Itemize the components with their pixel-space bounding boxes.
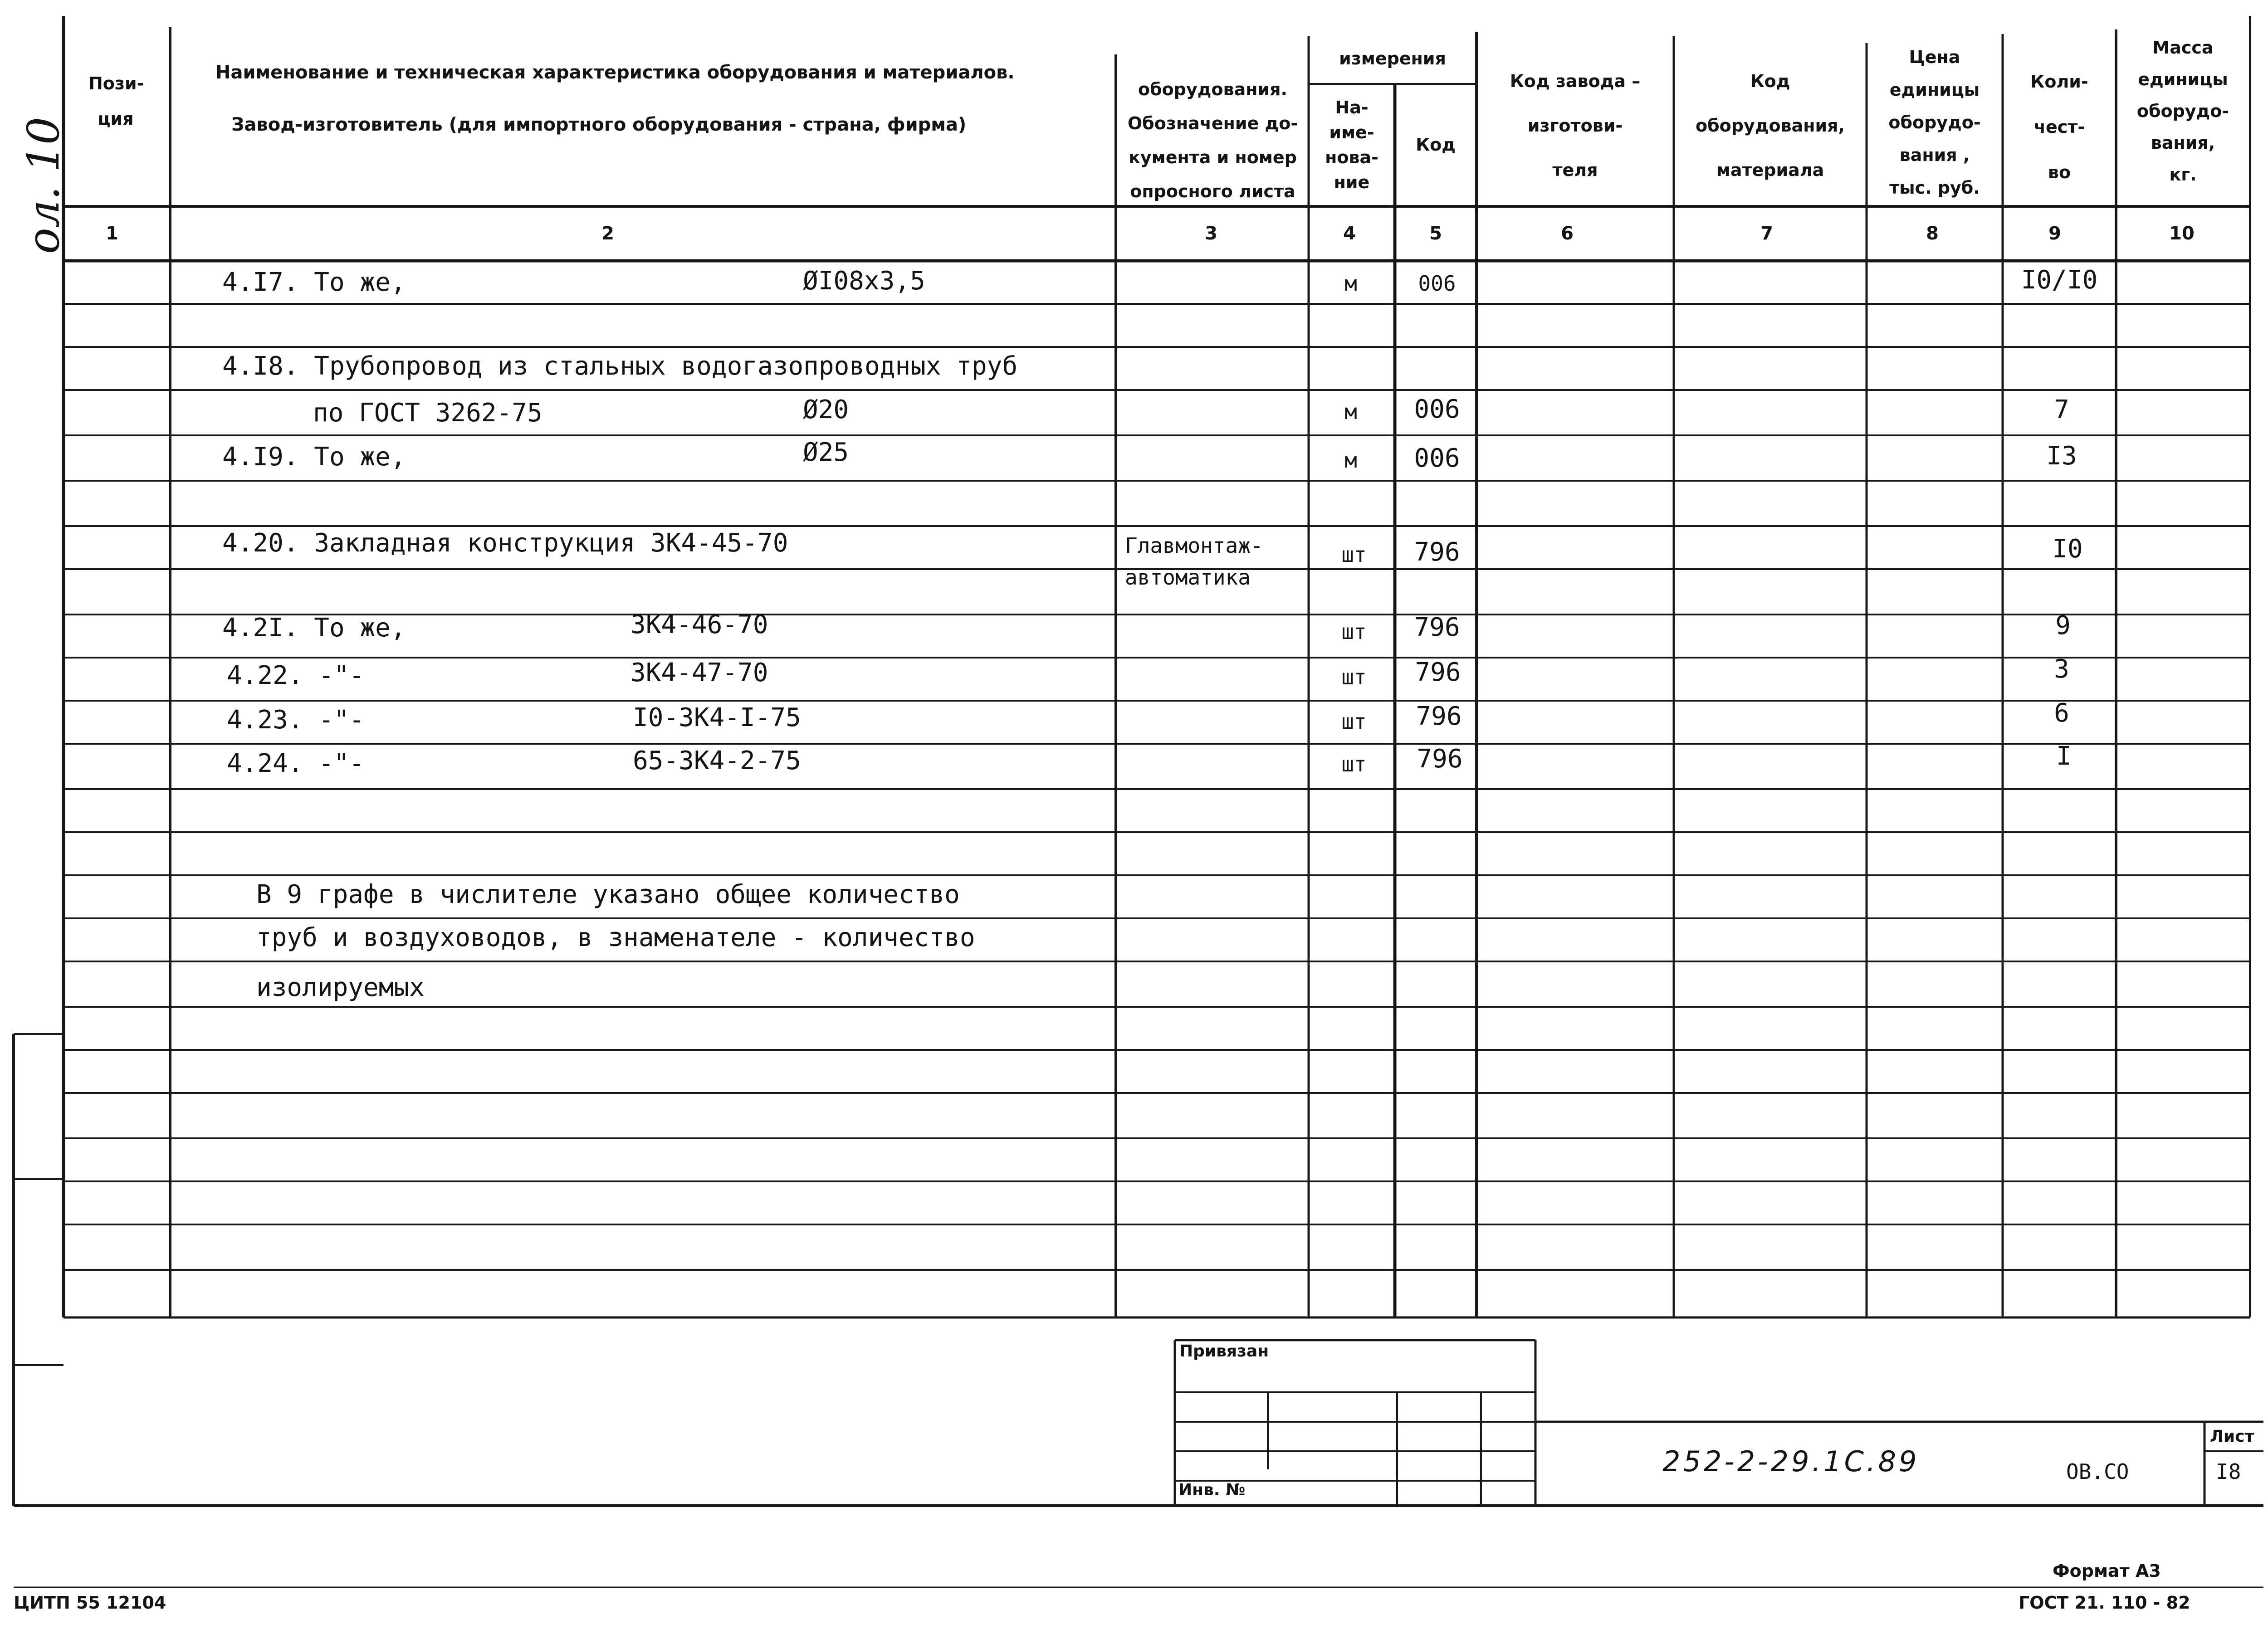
row-4-19-name: 4.I9. То же, bbox=[222, 442, 406, 472]
header-col4-line: ние bbox=[1334, 172, 1370, 192]
header-col6 bbox=[1476, 59, 1674, 192]
row-4-17-name: 4.I7. То же, bbox=[222, 268, 406, 297]
header-col10-line: вания, bbox=[2151, 133, 2215, 153]
footer-format: Формат А3 bbox=[2053, 1561, 2161, 1581]
row-4-17-qty: I0/I0 bbox=[2021, 265, 2098, 295]
header-col1-line: Пози- bbox=[88, 73, 144, 93]
row-4-22-spec: ЗК4-47-70 bbox=[631, 658, 768, 688]
column-number-9: 9 bbox=[2048, 223, 2061, 244]
row-4-22-code: 796 bbox=[1415, 658, 1461, 687]
row-4-18b-unit: м bbox=[1344, 400, 1357, 424]
header-col3-line: кумента и номер bbox=[1129, 147, 1297, 167]
header-col7-line: Код bbox=[1750, 71, 1790, 91]
header-col10 bbox=[2116, 32, 2250, 190]
column-number-10: 10 bbox=[2169, 223, 2195, 244]
header-col6-line: изготови- bbox=[1527, 116, 1623, 136]
header-col3 bbox=[1117, 73, 1309, 209]
row-4-19-spec: Ø25 bbox=[803, 438, 849, 467]
header-col5: Код bbox=[1416, 135, 1456, 155]
row-4-24-qty: I bbox=[2056, 741, 2072, 771]
row-4-17-unit: м bbox=[1344, 271, 1357, 296]
row-4-21-code: 796 bbox=[1414, 613, 1460, 642]
row-4-19-qty: I3 bbox=[2046, 441, 2077, 471]
note-line-2: труб и воздуховодов, в знаменателе - количество bbox=[256, 923, 975, 952]
row-4-20-qty: I0 bbox=[2052, 534, 2083, 564]
row-4-24-name: 4.24. -"- bbox=[227, 749, 365, 778]
note-line-3: изолируемых bbox=[256, 973, 425, 1002]
stamp-inv-label: Инв. № bbox=[1178, 1481, 1246, 1499]
footer-left: ЦИТП 55 12104 bbox=[14, 1593, 166, 1613]
row-4-21-name: 4.2I. То же, bbox=[222, 613, 406, 643]
document-code: 252-2-29.1С.89 bbox=[1662, 1445, 1920, 1478]
row-4-23-name: 4.23. -"- bbox=[227, 705, 365, 735]
column-number-2: 2 bbox=[601, 223, 614, 244]
header-col3-line: оборудования. bbox=[1138, 79, 1287, 99]
row-4-21-spec: ЗК4-46-70 bbox=[631, 610, 768, 639]
header-col8-line: вания , bbox=[1899, 145, 1970, 165]
row-4-18b-code: 006 bbox=[1414, 395, 1460, 424]
header-col10-line: оборудо- bbox=[2136, 101, 2229, 121]
row-4-20-maker-1: Главмонтаж- bbox=[1125, 533, 1263, 558]
row-4-18b-name: по ГОСТ 3262-75 bbox=[313, 398, 543, 428]
document-mark: ОВ.СО bbox=[2066, 1459, 2129, 1484]
row-4-21-unit: шт bbox=[1341, 619, 1367, 644]
column-number-3: 3 bbox=[1205, 223, 1217, 244]
row-4-19-unit: м bbox=[1344, 448, 1357, 473]
header-col9-line: во bbox=[2048, 162, 2071, 182]
header-col9-line: Коли- bbox=[2030, 72, 2088, 92]
header-col8-line: Цена bbox=[1909, 47, 1960, 67]
header-col2-line2: Завод-изготовитель (для импортного оборудования - страна, фирма) bbox=[231, 114, 967, 135]
header-col7-line: материала bbox=[1716, 160, 1824, 180]
row-4-20-unit: шт bbox=[1341, 542, 1367, 567]
header-col10-line: Масса bbox=[2152, 38, 2214, 58]
column-number-5: 5 bbox=[1429, 223, 1442, 244]
sheet-label: Лист bbox=[2210, 1427, 2254, 1446]
header-col9 bbox=[2003, 59, 2116, 195]
row-4-18b-spec: Ø20 bbox=[803, 395, 849, 424]
row-4-24-code: 796 bbox=[1417, 744, 1463, 774]
row-4-20-maker-2: автоматика bbox=[1125, 565, 1251, 590]
header-col8 bbox=[1867, 41, 2003, 204]
row-4-22-unit: шт bbox=[1341, 665, 1367, 689]
row-4-17-spec: ØI08x3,5 bbox=[803, 266, 925, 296]
side-reference: ол. 10 bbox=[18, 117, 69, 254]
header-col6-line: Код завода – bbox=[1510, 71, 1641, 91]
header-col10-line: кг. bbox=[2169, 165, 2197, 185]
header-col7-line: оборудования, bbox=[1696, 116, 1845, 136]
row-4-20-code: 796 bbox=[1414, 537, 1460, 567]
column-number-6: 6 bbox=[1561, 223, 1574, 244]
header-col10-line: единицы bbox=[2138, 69, 2228, 89]
header-col6-line: теля bbox=[1552, 160, 1598, 180]
stamp-bound-label: Привязан bbox=[1179, 1342, 1269, 1361]
header-col7 bbox=[1674, 59, 1867, 192]
row-4-17-code: 006 bbox=[1418, 271, 1456, 296]
header-col4-line: име- bbox=[1329, 122, 1374, 142]
row-4-19-code: 006 bbox=[1414, 444, 1460, 473]
column-number-7: 7 bbox=[1760, 223, 1773, 244]
column-number-4: 4 bbox=[1343, 223, 1356, 244]
row-4-20-name: 4.20. Закладная конструкция ЗК4-45-70 bbox=[222, 528, 788, 558]
header-col2-line1: Наименование и техническая характеристика оборудования и материалов. bbox=[215, 62, 1015, 83]
header-col8-line: единицы bbox=[1889, 80, 1980, 100]
footer-gost: ГОСТ 21. 110 - 82 bbox=[2019, 1593, 2190, 1613]
row-4-21-qty: 9 bbox=[2055, 611, 2071, 640]
row-4-23-spec: I0-ЗК4-I-75 bbox=[633, 703, 801, 732]
note-line-1: В 9 графе в числителе указано общее количество bbox=[256, 880, 960, 909]
header-col4-line: На- bbox=[1335, 98, 1369, 117]
row-4-23-qty: 6 bbox=[2054, 698, 2069, 728]
header-col4-line: нова- bbox=[1325, 147, 1378, 167]
header-col3-line: Обозначение до- bbox=[1127, 113, 1298, 133]
column-number-8: 8 bbox=[1926, 223, 1939, 244]
row-4-22-qty: 3 bbox=[2054, 654, 2069, 684]
row-4-18-name: 4.I8. Трубопровод из стальных водогазопроводных труб bbox=[222, 351, 1018, 381]
header-col1 bbox=[88, 75, 143, 127]
row-4-18b-qty: 7 bbox=[2054, 395, 2069, 424]
row-4-24-unit: шт bbox=[1341, 752, 1367, 776]
row-4-24-spec: 65-ЗК4-2-75 bbox=[633, 746, 801, 776]
header-col4 bbox=[1309, 95, 1395, 195]
row-4-23-unit: шт bbox=[1341, 709, 1367, 734]
header-col45-group: измерения bbox=[1339, 49, 1446, 68]
header-col8-line: тыс. руб. bbox=[1889, 178, 1980, 198]
header-col9-line: чест- bbox=[2033, 117, 2085, 137]
header-col3-line: опросного листа bbox=[1130, 181, 1295, 201]
header-col8-line: оборудо- bbox=[1888, 112, 1981, 132]
header-col1-line: ция bbox=[98, 109, 134, 129]
column-number-1: 1 bbox=[106, 223, 118, 244]
row-4-23-code: 796 bbox=[1416, 702, 1462, 731]
row-4-22-name: 4.22. -"- bbox=[227, 661, 365, 690]
sheet-number: I8 bbox=[2216, 1459, 2241, 1484]
